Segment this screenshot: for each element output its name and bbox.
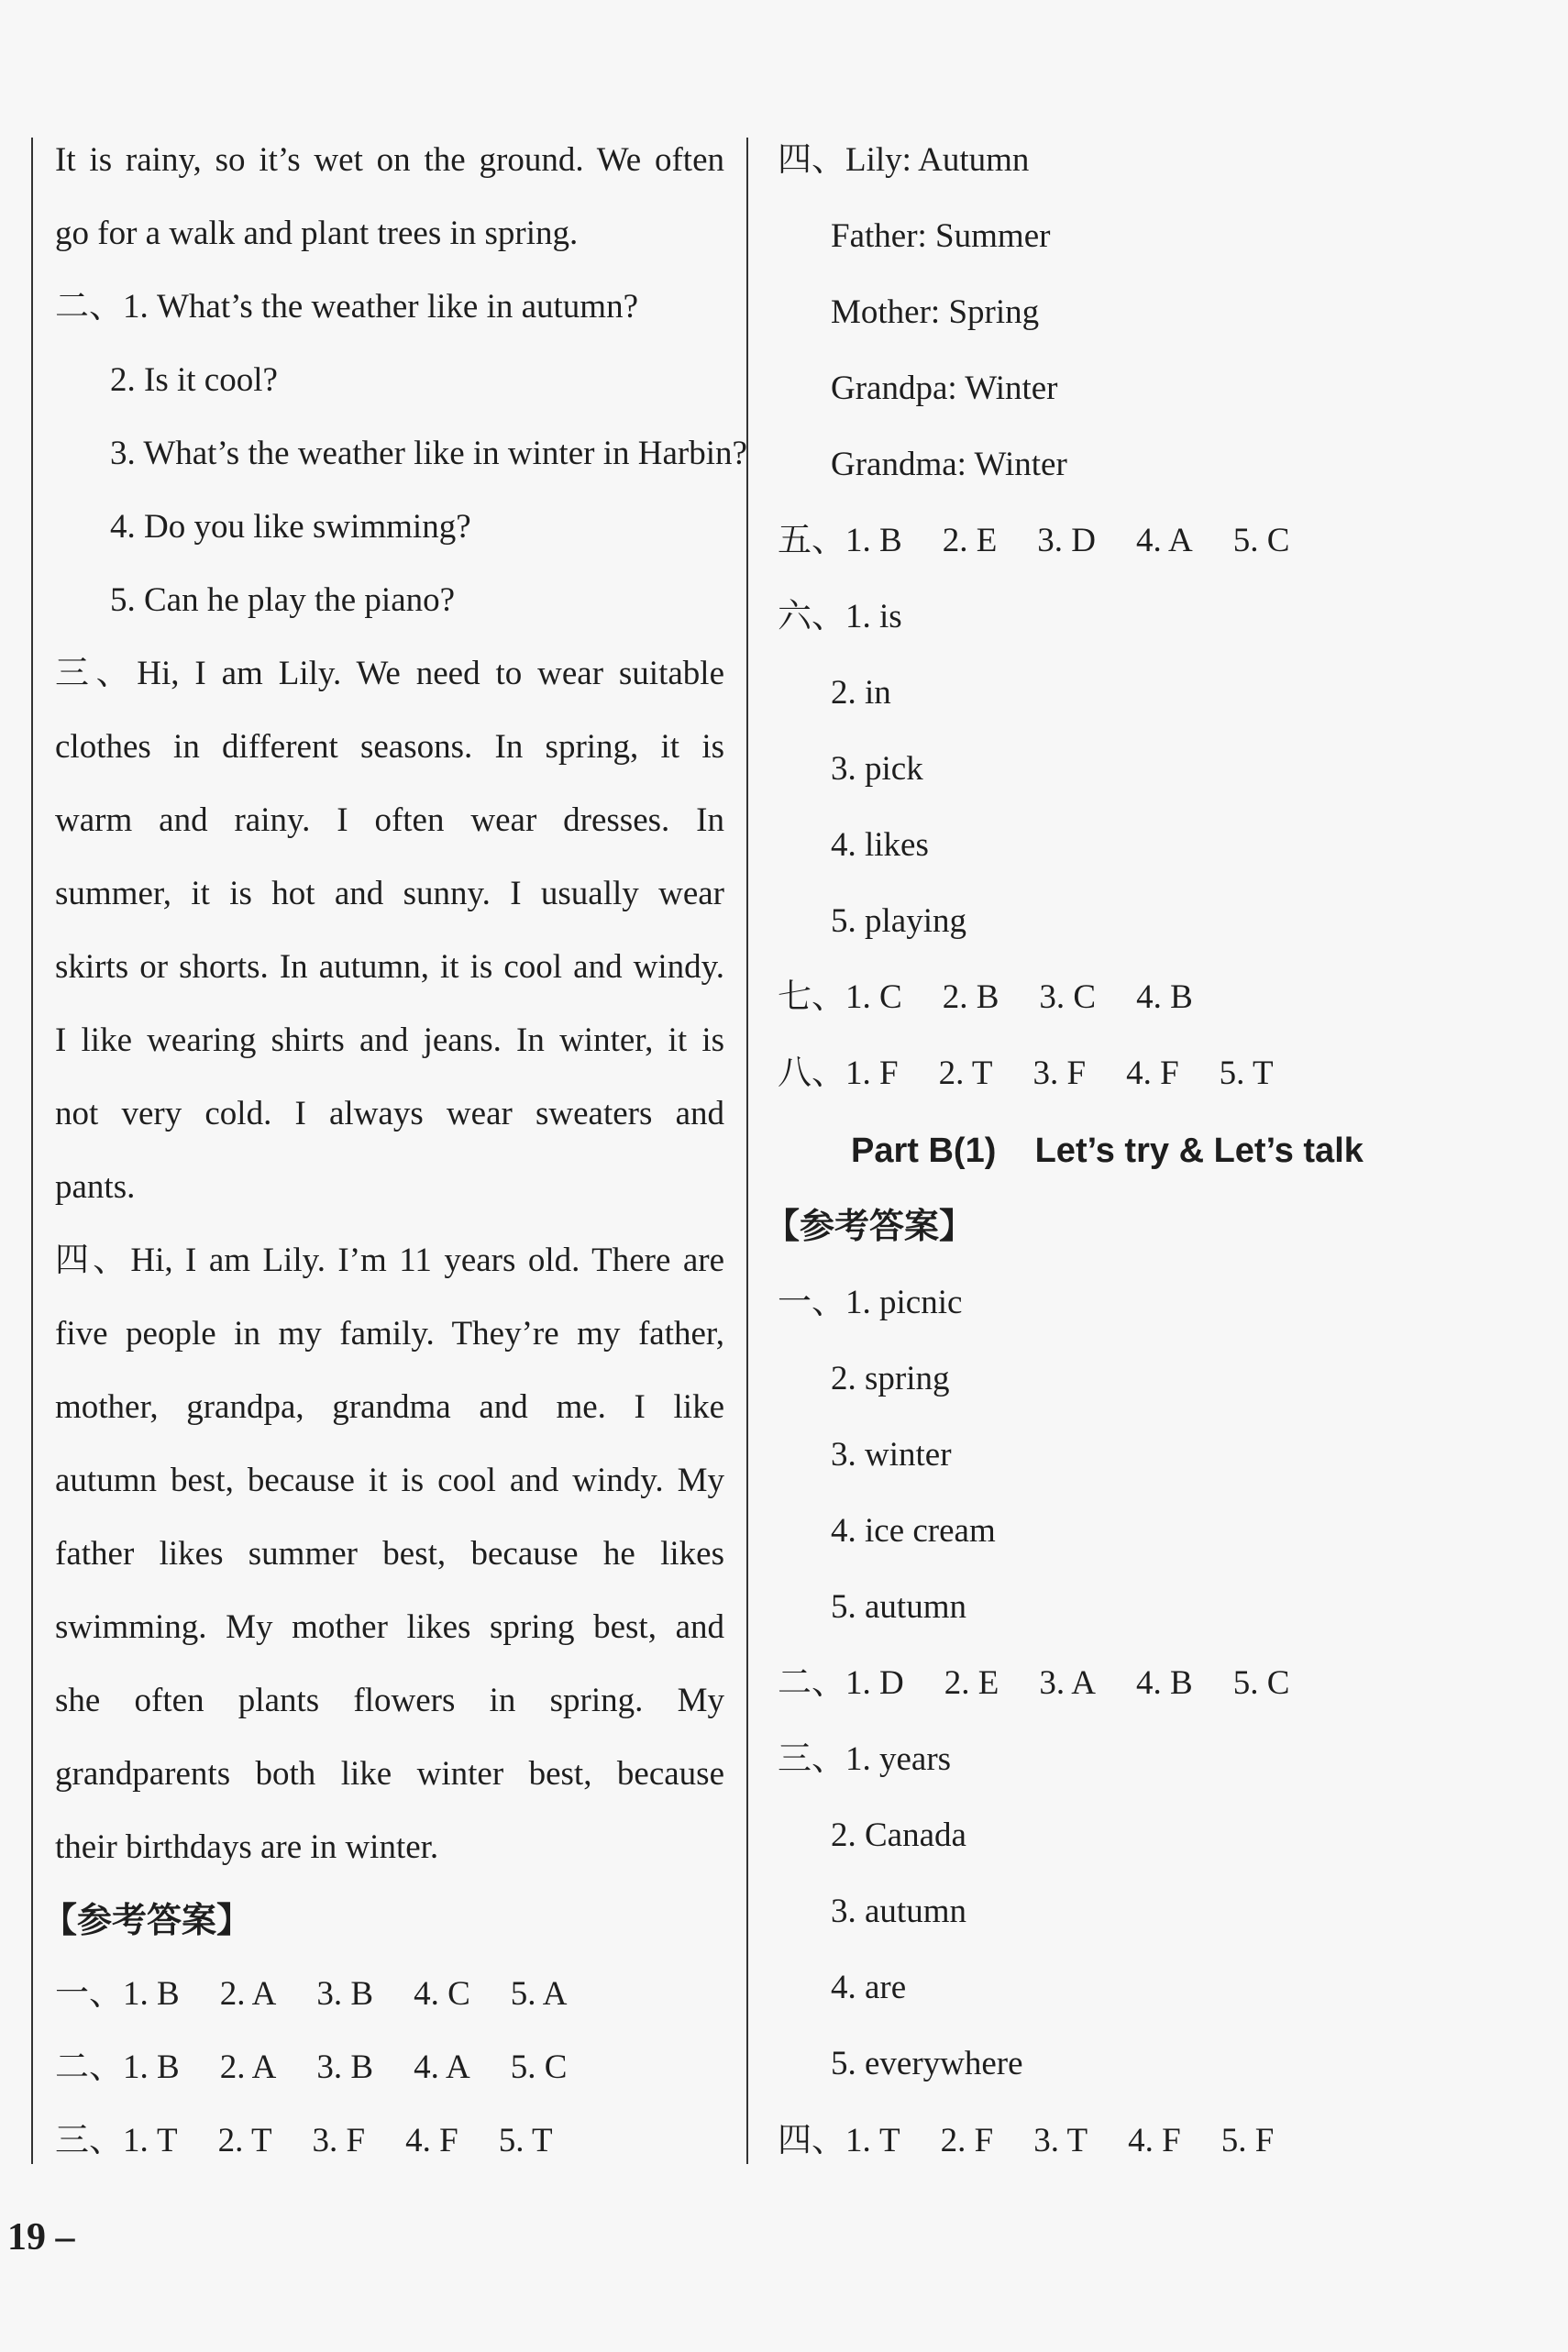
section-6-item: 3. pick [831, 750, 923, 788]
answer-prefix: 一、 [55, 1975, 123, 2013]
part-b1-heading: Part B(1) Let’s try & Let’s talk [851, 1132, 1364, 1170]
section-3-line: pants. [55, 1168, 136, 1206]
section-3-line: warm and rainy. I often wear dresses. In [55, 801, 724, 839]
answer-item: 3. F [1032, 1055, 1087, 1092]
answer-item: 1. C [845, 978, 902, 1016]
section-4-item: Grandpa: Winter [831, 370, 1058, 407]
answer-item: 4. B [1136, 978, 1193, 1016]
answer-item: 1. D [845, 1664, 904, 1702]
answer-item: 4. F [1128, 2122, 1181, 2159]
section-4-line: 四、Hi, I am Lily. I’m 11 years old. There are [55, 1242, 724, 1279]
section-4-line: mother, grandpa, grandma and me. I like [55, 1388, 724, 1426]
answer-prefix: 二、 [55, 2048, 123, 2086]
text-line: It is rainy, so it’s wet on the ground. We often [55, 141, 724, 179]
part-b-section-1-item: 4. ice cream [831, 1512, 996, 1550]
answer-item: 5. T [498, 2122, 553, 2159]
section-2-item: 3. What’s the weather like in winter in Harbin? [110, 435, 747, 472]
reference-answers-heading: 【参考答案】 [42, 1902, 252, 1940]
section-2-item: 2. Is it cool? [110, 361, 278, 399]
reference-answers-heading: 【参考答案】 [765, 1208, 975, 1246]
answer-row-2 [55, 2040, 724, 2095]
part-b-section-3-item: 3. autumn [831, 1893, 966, 1930]
answer-item: 1. B [845, 522, 902, 559]
part-b-answer-row-4 [778, 2114, 1502, 2169]
answer-item: 5. C [1232, 1664, 1290, 1702]
section-4-item: Grandma: Winter [831, 446, 1067, 483]
text-line: go for a walk and plant trees in spring. [55, 215, 579, 252]
answer-row-1 [55, 1967, 724, 2022]
answer-item: 3. A [1039, 1664, 1097, 1702]
part-b-section-3-item: 三、1. years [778, 1740, 952, 1778]
answer-item: 2. F [940, 2122, 994, 2159]
answer-item: 1. B [123, 2048, 180, 2086]
section-2-item: 5. Can he play the piano? [110, 581, 456, 619]
part-b-section-3-item: 4. are [831, 1969, 907, 2006]
answer-item: 4. A [1136, 522, 1193, 559]
answer-item: 3. C [1039, 978, 1097, 1016]
answer-item: 3. D [1037, 522, 1097, 559]
answer-item: 1. T [123, 2122, 178, 2159]
answer-item: 4. C [414, 1975, 470, 2013]
section-4-line: swimming. My mother likes spring best, and [55, 1608, 724, 1646]
section-6-item: 2. in [831, 674, 891, 712]
section-4-line: autumn best, because it is cool and windy. My [55, 1462, 724, 1499]
answer-item: 3. T [1033, 2122, 1088, 2159]
answer-item: 3. F [312, 2122, 366, 2159]
part-b-section-1-item: 一、1. picnic [778, 1284, 963, 1321]
section-3-line: I like wearing shirts and jeans. In winter, it is [55, 1021, 724, 1059]
answer-item: 4. A [414, 2048, 470, 2086]
answer-item: 2. A [219, 2048, 277, 2086]
answer-item: 3. B [316, 2048, 374, 2086]
answer-row-3 [55, 2114, 724, 2169]
part-b-section-3-item: 5. everywhere [831, 2045, 1023, 2082]
answer-row-5 [778, 513, 1502, 569]
section-3-line: skirts or shorts. In autumn, it is cool and windy. [55, 948, 724, 986]
answer-prefix: 四、 [778, 2122, 845, 2159]
answer-item: 5. F [1220, 2122, 1275, 2159]
section-4-item: 四、Lily: Autumn [778, 141, 1030, 179]
section-2-item: 4. Do you like swimming? [110, 508, 471, 546]
section-4-line: she often plants flowers in spring. My [55, 1682, 724, 1719]
section-3-line: clothes in different seasons. In spring, it is [55, 728, 724, 766]
section-2-item: 二、1. What’s the weather like in autumn? [55, 288, 639, 326]
part-b-section-1-item: 5. autumn [831, 1588, 966, 1626]
answer-item: 5. A [510, 1975, 568, 2013]
part-b-section-1-item: 2. spring [831, 1360, 950, 1397]
answer-item: 5. C [1232, 522, 1290, 559]
answer-item: 1. B [123, 1975, 180, 2013]
section-3-line: 三、Hi, I am Lily. We need to wear suitable [55, 655, 724, 692]
answer-item: 3. B [316, 1975, 374, 2013]
part-b-section-3-item: 2. Canada [831, 1816, 966, 1854]
page-number: 19 – [7, 2216, 75, 2258]
section-4-line: grandparents both like winter best, because [55, 1755, 724, 1793]
section-4-item: Father: Summer [831, 217, 1051, 255]
section-4-line: five people in my family. They’re my father, [55, 1315, 724, 1353]
answer-item: 4. B [1136, 1664, 1193, 1702]
answer-prefix: 二、 [778, 1664, 845, 1702]
answer-item: 2. T [217, 2122, 272, 2159]
answer-prefix: 七、 [778, 978, 845, 1016]
answer-prefix: 三、 [55, 2122, 123, 2159]
section-6-item: 4. likes [831, 826, 929, 864]
answer-item: 2. T [938, 1055, 993, 1092]
answer-item: 4. F [1126, 1055, 1179, 1092]
part-b-section-1-item: 3. winter [831, 1436, 952, 1474]
answer-prefix: 五、 [778, 522, 845, 559]
answer-item: 2. A [219, 1975, 277, 2013]
answer-item: 2. E [942, 522, 998, 559]
section-4-line: father likes summer best, because he likes [55, 1535, 724, 1573]
answer-row-8 [778, 1046, 1502, 1101]
answer-prefix: 八、 [778, 1055, 845, 1092]
answer-item: 5. C [510, 2048, 568, 2086]
answer-item: 2. E [944, 1664, 999, 1702]
answer-item: 4. F [405, 2122, 458, 2159]
section-3-line: not very cold. I always wear sweaters and [55, 1095, 724, 1132]
left-margin-rule [31, 138, 33, 2164]
section-6-item: 5. playing [831, 902, 966, 940]
section-4-item: Mother: Spring [831, 293, 1040, 331]
answer-item: 1. F [845, 1055, 899, 1092]
section-3-line: summer, it is hot and sunny. I usually wear [55, 875, 724, 912]
answer-item: 1. T [845, 2122, 900, 2159]
section-4-line: their birthdays are in winter. [55, 1828, 439, 1866]
answer-row-7 [778, 970, 1502, 1025]
part-b-answer-row-2 [778, 1656, 1502, 1711]
answer-item: 2. B [942, 978, 999, 1016]
section-6-item: 六、1. is [778, 598, 902, 635]
answer-item: 5. T [1219, 1055, 1274, 1092]
